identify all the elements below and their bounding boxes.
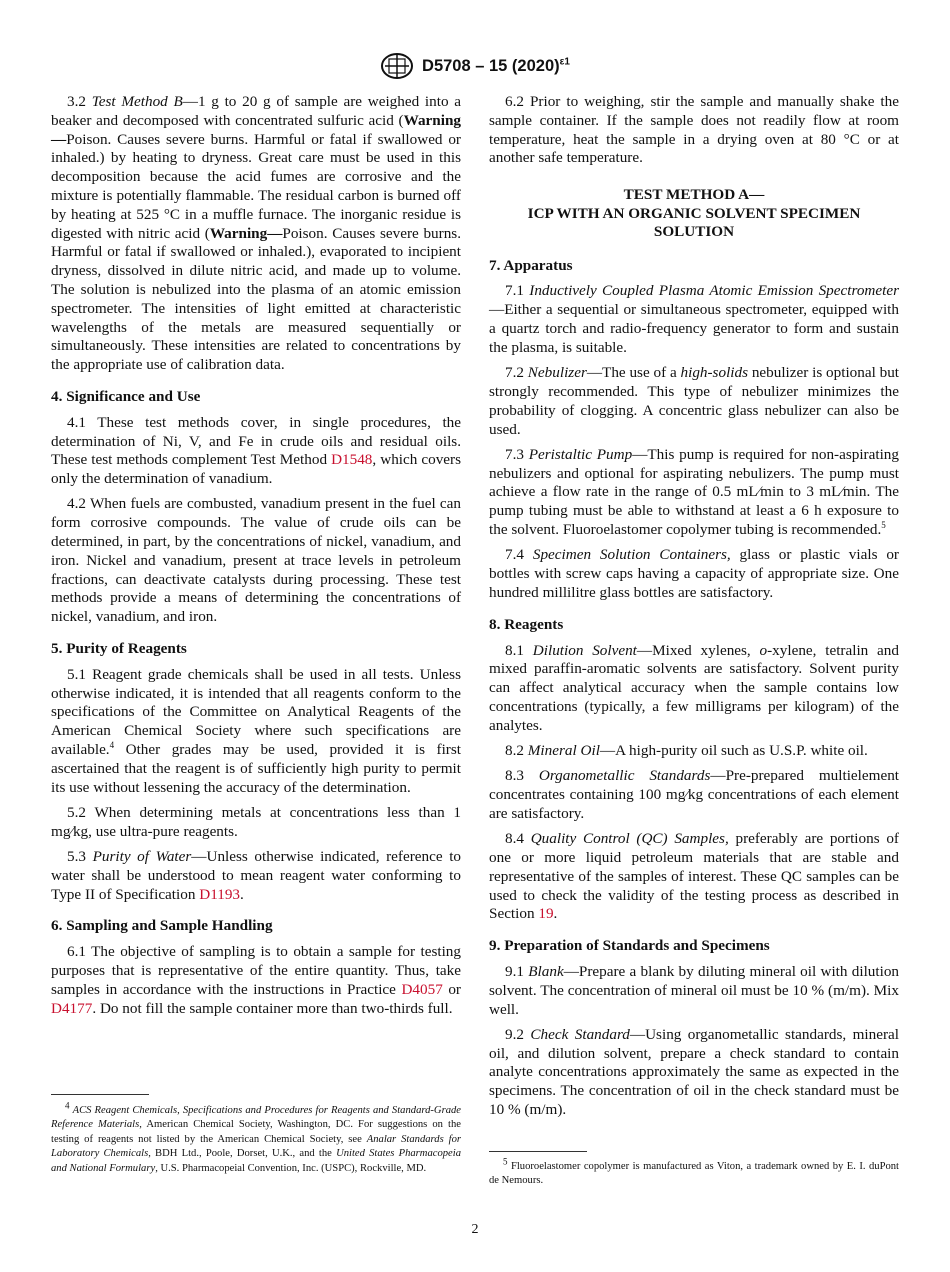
paragraph-9-2: 9.2 Check Standard—Using organometallic standards, mineral oil, and dilution solvent, prepare a check standard to contain analyte concentrations approximately the same as expected in the specimens. The concentration of oil in the check standard must be 10 % (m/m). xyxy=(489,1025,899,1119)
paragraph-9-1: 9.1 Blank—Prepare a blank by diluting mineral oil with dilution solvent. The concentration of mineral oil must be 10 % (m/m). Mix well. xyxy=(489,962,900,1018)
section-4-heading: 4. Significance and Use xyxy=(51,387,201,405)
paragraph-5-2: 5.2 When determining metals at concentrations less than 1 mg⁄kg, use ultra-pure reagents. xyxy=(51,803,461,840)
link-d1548[interactable]: D1548 xyxy=(331,451,373,469)
paragraph-8-4: 8.4 Quality Control (QC) Samples, preferably are portions of one or more liquid petroleum materials that are stable and representative of the samples of interest. These QC samples can be used to check the validity of the testing process as described in Section 19. xyxy=(489,830,899,923)
footnote-ref-5[interactable]: 5 xyxy=(881,519,886,530)
paragraph-6-2: 6.2 Prior to weighing, stir the sample and manually shake the sample container. If the sample does not readily flow at room temperature, heat the sample in a drying oven at 80 °C or at another safe temperature. xyxy=(489,93,899,167)
right-column xyxy=(489,93,899,1126)
paragraph-4-1: 4.1 These test methods cover, in single procedures, the determination of Ni, V, and Fe in crude oils and residual oils. These test methods complement Test Method D1548, which covers only the determination of vanadium. xyxy=(51,413,461,488)
astm-logo-icon xyxy=(380,52,414,80)
footnote-rule-left xyxy=(51,1094,149,1095)
page-number: 2 xyxy=(471,1222,479,1237)
paragraph-7-1: 7.1 Inductively Coupled Plasma Atomic Emission Spectrometer—Either a sequential or simultaneous spectrometer, equipped with a quartz torch and radio-frequency generator to form and sustain the plasma, is suitable. xyxy=(489,282,899,356)
paragraph-5-3: 5.3 Purity of Water—Unless otherwise indicated, reference to water shall be understood to mean reagent water conforming to Type II of Specification D1193. xyxy=(51,847,462,903)
link-d4057[interactable]: D4057 xyxy=(401,980,443,998)
paragraph-3-2: 3.2 Test Method B—1 g to 20 g of sample are weighed into a beaker and decomposed with concentrated sulfuric acid (Warning—Poison. Causes severe burns. Harmful or fatal if swallowed or inhaled.) by heating to dryness. Great care must be used in this decomposition because the acid fumes are corrosive and the mixture is potentially flammable. The residual carbon is burned off by heating at 525 °C in a muffle furnace. The inorganic residue is digested with nitric acid (Warning—Poison. Causes severe burns. Harmful or fatal if swallowed or inhaled.), evaporated to incipient dryness, dissolved in dilute nitric acid, and made up to volume. The solution is nebulized into the plasma of an atomic emission spectrometer. The intensities of light emitted at characteristic wavelengths of the metals are measured sequentially or simultaneously. These intensities are related to concentrations by the appropriate use of calibration data. xyxy=(51,93,462,374)
paragraph-8-1: 8.1 Dilution Solvent—Mixed xylenes, o-xylene, tetralin and mixed paraffin-aromatic solvents are satisfactory. Solvent purity can affect analytical accuracy when the sample contains low concentrations (typically, a few milligrams per kilogram) of the analytes. xyxy=(489,641,899,734)
link-d4177[interactable]: D4177 xyxy=(51,999,93,1017)
paragraph-7-2: 7.2 Nebulizer—The use of a high-solids nebulizer is optional but strongly recommended. This type of nebulizer minimizes the probability of clogging. A concentric glass nebulizer can also be used. xyxy=(489,364,900,438)
section-7-heading: 7. Apparatus xyxy=(489,256,573,274)
footnote-rule-right xyxy=(489,1151,587,1152)
footnote-5: $^5$ Fluoroelastomer copolymer is manufactured as Viton, a trademark owned by E. I. duPont de Nemours. xyxy=(489,1156,899,1187)
footnote-ref-4[interactable]: 4 xyxy=(109,739,115,750)
left-column xyxy=(51,93,461,1025)
section-9-heading: 9. Preparation of Standards and Specimens xyxy=(489,937,770,955)
paragraph-8-2: 8.2 Mineral Oil—A high-purity oil such as U.S.P. white oil. xyxy=(505,742,868,760)
paragraph-5-1: 5.1 Reagent grade chemicals shall be used in all tests. Unless otherwise indicated, it is intended that all reagents conform to the specifications of the Committee on Analytical Reagents of the American Chemical Society where such specifications are available.$^4$ Other grades may be used, provided it is first ascertained that the reagent is of sufficiently high purity to permit its use without lessening the accuracy of the determination. xyxy=(51,665,461,796)
paragraph-4-2: 4.2 When fuels are combusted, vanadium present in the fuel can form corrosive compounds. The value of crude oils can be determined, in part, by the concentrations of nickel, vanadium, and iron. Nickel and vanadium, present at trace levels in petroleum fractions, can deactivate catalysts during processing. These test methods provide a means of determining the concentrations of nickel, vanadium, and iron. xyxy=(51,495,461,626)
standard-designation: D5708 – 15 $(2020)^{\varepsilon 1}$ xyxy=(422,56,570,75)
link-section-19[interactable]: 19 xyxy=(538,905,554,923)
section-6-heading: 6. Sampling and Sample Handling xyxy=(51,917,273,935)
paragraph-7-3: 7.3 Peristaltic Pump—This pump is required for non-aspirating nebulizers and optional for aspirating nebulizers. The pump must achieve a flow rate in the range of 0.5 mL⁄min to 3 mL⁄min. The pump tubing must be able to withstand at least a 6 h exposure to the solvent. Fluoroelastomer copolymer tubing is recommended.$^5$ xyxy=(489,445,899,539)
page-header xyxy=(0,52,950,80)
paragraph-8-3: 8.3 Organometallic Standards—Pre-prepared multielement concentrates containing 100 mg⁄kg concentrations of each element are satisfactory. xyxy=(489,767,900,822)
section-8-heading: 8. Reagents xyxy=(489,615,564,633)
test-method-a-heading: TEST METHOD A— ICP WITH AN ORGANIC SOLVENT SPECIMEN SOLUTION xyxy=(527,186,861,241)
footnote-4: $^4$ ACS Reagent Chemicals, Specifications and Procedures for Reagents and Standard-Grade Reference Materials, American Chemical Society, Washington, DC. For suggestions on the testing of reagents not listed by the American Chemical Society, see Analar Standards for Laboratory Chemicals, BDH Ltd., Poole, Dorset, U.K., and the United States Pharmacopeia and National Formulary, U.S. Pharmacopeial Convention, Inc. (USPC), Rockville, MD. xyxy=(51,1100,462,1174)
paragraph-6-1: 6.1 The objective of sampling is to obtain a sample for testing purposes that is representative of the entire quantity. Thus, take samples in accordance with the instructions in Practice D4057 or D4177. Do not fill the sample container more than two-thirds full. xyxy=(51,943,461,1017)
section-5-heading: 5. Purity of Reagents xyxy=(51,640,187,658)
paragraph-7-4: 7.4 Specimen Solution Containers, glass or plastic vials or bottles with screw caps having a capacity of appropriate size. One hundred millilitre glass bottles are satisfactory. xyxy=(489,546,899,601)
link-d1193[interactable]: D1193 xyxy=(199,885,241,903)
